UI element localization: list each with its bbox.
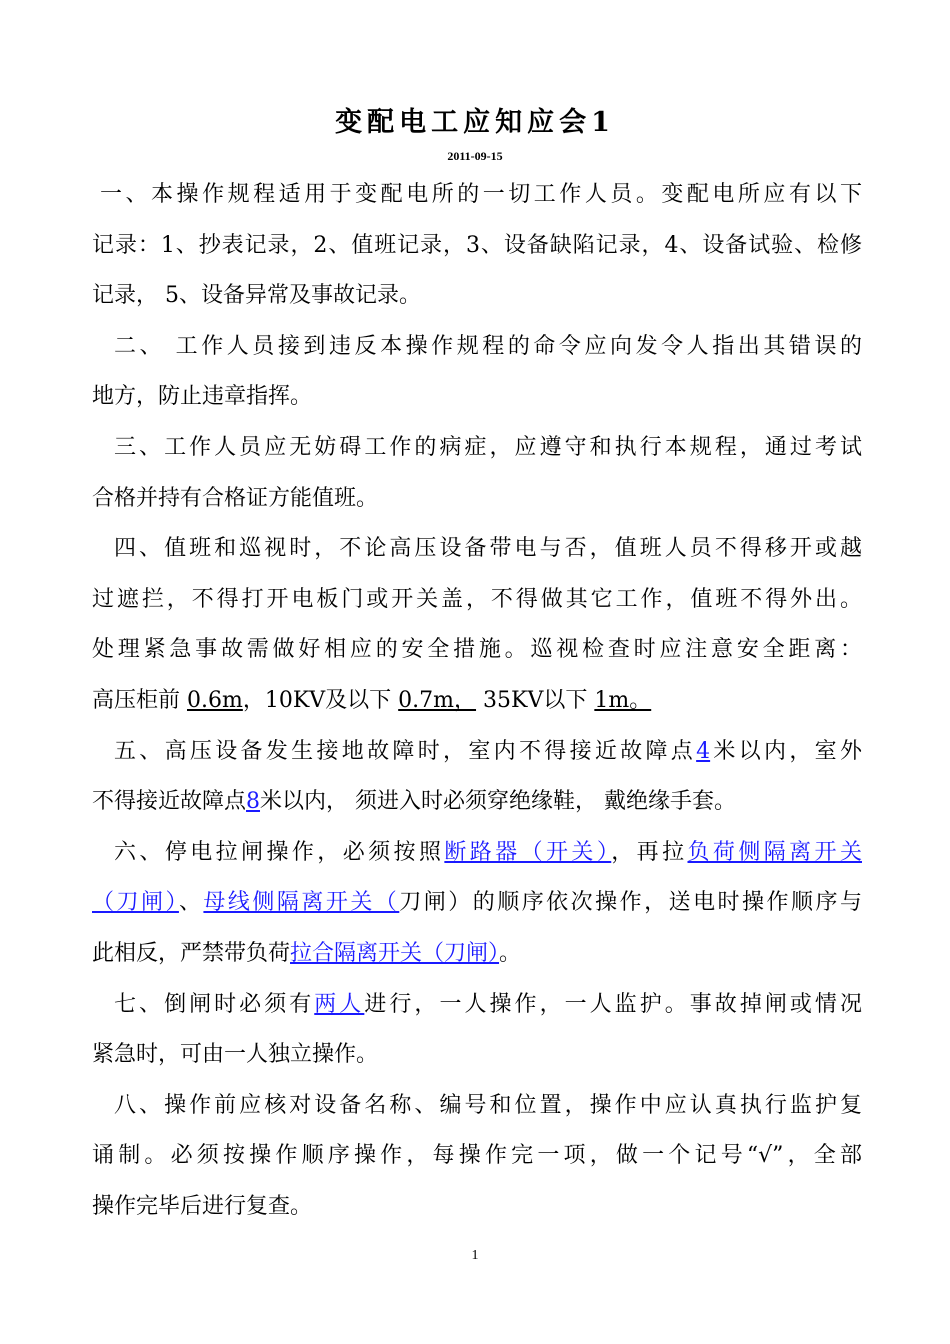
p6-text: 刀闸）的顺序依次操作，送电时操作顺序与 bbox=[399, 890, 862, 916]
p2-line-1: 二、 工作人员接到违反本操作规程的命令应向发令人指出其错误的 bbox=[114, 333, 862, 359]
document-body bbox=[92, 170, 862, 1232]
p4-text: 35KV以下 bbox=[476, 687, 595, 713]
paragraph-2 bbox=[92, 322, 862, 423]
paragraph-8 bbox=[92, 1081, 862, 1233]
load-side-isolator-link-cont[interactable]: （刀闸） bbox=[92, 890, 179, 916]
p7-line-1 bbox=[92, 980, 862, 1031]
p8-line-1: 八、操作前应核对设备名称、编号和位置，操作中应认真执行监护复 bbox=[114, 1092, 862, 1118]
document-date: 2011-09-15 bbox=[447, 149, 503, 163]
p8-line-3: 操作完毕后进行复查。 bbox=[92, 1193, 313, 1219]
p8-line-2: 诵制。必须按操作顺序操作，每操作完一项，做一个记号“√”，全部 bbox=[92, 1143, 862, 1169]
p5-text: 不得接近故障点 bbox=[92, 789, 247, 815]
p6-line-3 bbox=[92, 929, 862, 980]
p5-text: 五、高压设备发生接地故障时，室内不得接近故障点 bbox=[114, 738, 697, 764]
page-number: 1 bbox=[471, 1248, 479, 1263]
paragraph-3 bbox=[92, 423, 862, 524]
isolator-switching-link[interactable]: 拉合隔离开关（刀闸） bbox=[290, 940, 500, 966]
p6-text: 六、停电拉闸操作，必须按照 bbox=[114, 839, 445, 865]
circuit-breaker-link[interactable]: 断路器（开关） bbox=[444, 839, 612, 865]
paragraph-1 bbox=[92, 170, 862, 322]
p4-text: ，10KV及以下 bbox=[242, 687, 399, 713]
p6-text: 。 bbox=[499, 940, 522, 966]
p5-line-2 bbox=[92, 777, 862, 828]
p6-text: ，再拉 bbox=[611, 839, 688, 865]
p6-line-2 bbox=[92, 878, 862, 929]
paragraph-4 bbox=[92, 524, 862, 726]
distance-hv-cabinet: 0.6m bbox=[187, 687, 243, 713]
outdoor-distance-link[interactable]: 8 bbox=[246, 789, 261, 815]
p5-line-1 bbox=[92, 727, 862, 778]
p7-line-2: 紧急时，可由一人独立操作。 bbox=[92, 1042, 379, 1068]
p1-line-3: 记录， 5、设备异常及事故记录。 bbox=[92, 283, 421, 309]
p4-line-3: 处理紧急事故需做好相应的安全措施。巡视检查时应注意安全距离： bbox=[92, 637, 862, 663]
bus-side-isolator-link[interactable]: 母线侧隔离开关（ bbox=[203, 890, 400, 916]
p6-text: 此相反，严禁带负荷 bbox=[92, 940, 291, 966]
p1-line-2: 记录：1、抄表记录，2、值班记录，3、设备缺陷记录，4、设备试验、检修 bbox=[92, 232, 862, 258]
p3-line-1: 三、工作人员应无妨碍工作的病症，应遵守和执行本规程，通过考试 bbox=[114, 434, 862, 460]
paragraph-5 bbox=[92, 727, 862, 828]
p4-line-1: 四、值班和巡视时，不论高压设备带电与否，值班人员不得移开或越 bbox=[114, 536, 862, 562]
paragraph-7 bbox=[92, 980, 862, 1081]
distance-35kv: 1m。 bbox=[594, 687, 652, 713]
p6-text: 、 bbox=[178, 890, 204, 916]
p6-line-1 bbox=[92, 828, 862, 879]
two-persons-link[interactable]: 两人 bbox=[314, 991, 365, 1017]
distance-10kv: 0.7m， bbox=[398, 687, 477, 713]
indoor-distance-link[interactable]: 4 bbox=[696, 738, 711, 764]
p1-line-1: 一、本操作规程适用于变配电所的一切工作人员。变配电所应有以下 bbox=[100, 182, 862, 207]
p5-text: 米以内， 须进入时必须穿绝缘鞋， 戴绝缘手套。 bbox=[260, 789, 737, 815]
document-title: 变配电工应知应会1 bbox=[335, 107, 615, 138]
p2-line-2: 地方，防止违章指挥。 bbox=[92, 384, 313, 410]
p5-text: 米以内，室外 bbox=[710, 738, 862, 764]
load-side-isolator-link[interactable]: 负荷侧隔离开关 bbox=[687, 839, 862, 865]
p4-line-2: 过遮拦，不得打开电板门或开关盖，不得做其它工作，值班不得外出。 bbox=[92, 586, 862, 612]
paragraph-6 bbox=[92, 828, 862, 980]
p7-text: 进行，一人操作，一人监护。事故掉闸或情况 bbox=[364, 991, 862, 1017]
p4-text: 高压柜前 bbox=[92, 687, 187, 713]
p4-line-4 bbox=[92, 676, 862, 727]
p3-line-2: 合格并持有合格证方能值班。 bbox=[92, 485, 379, 511]
p7-text: 七、倒闸时必须有 bbox=[114, 991, 315, 1017]
